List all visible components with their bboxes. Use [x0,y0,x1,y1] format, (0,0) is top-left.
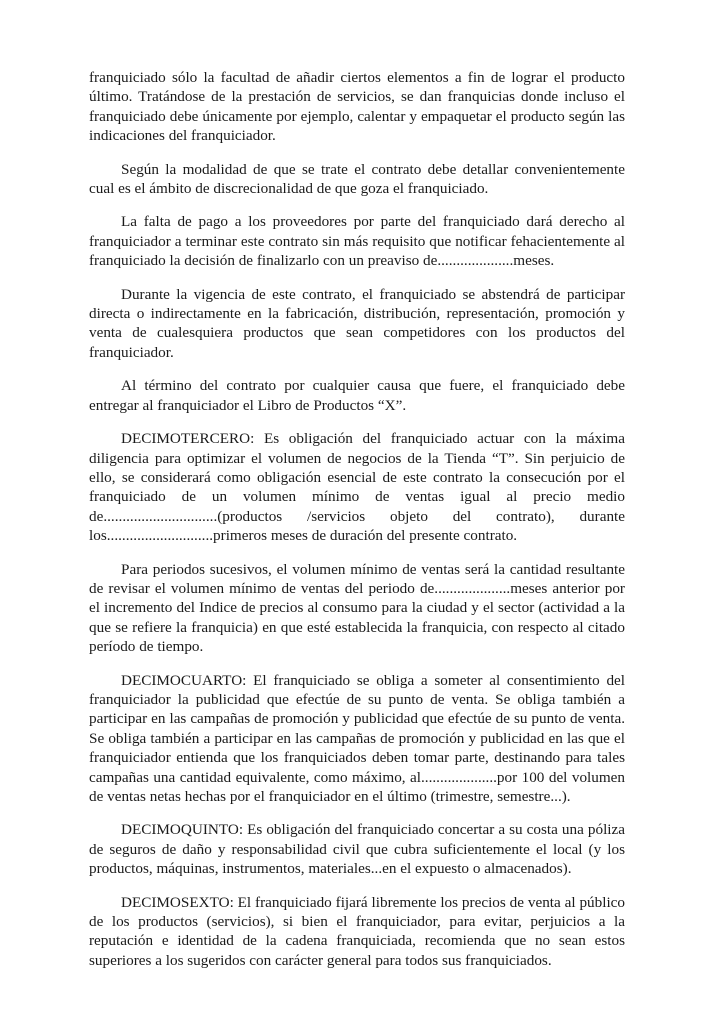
paragraph-4: Durante la vigencia de este contrato, el franquiciado se abstendrá de participar directa o indirectamente en la fabricación, distribución, representación, promoción y venta de cualesquiera productos que sean competidores con los productos del franquiciador. [89,285,625,361]
document-page [89,68,625,970]
paragraph-2: Según la modalidad de que se trate el contrato debe detallar convenientemente cual es el ámbito de discrecionalidad de que goza el franquiciado. [89,160,625,198]
paragraph-5: Al término del contrato por cualquier causa que fuere, el franquiciado debe entregar al franquiciador el Libro de Productos “X”. [89,377,625,414]
clause-decimoquinto: DECIMOQUINTO: Es obligación del franquiciado concertar a su costa una póliza de seguros de daño y responsabilidad civil que cubra suficientemente el local (y los productos, máquinas, instrumentos, materiales...en el expuesto o almacenados). [89,821,625,878]
clause-decimotercero: DECIMOTERCERO: Es obligación del franquiciado actuar con la máxima diligencia para optimizar el volumen de negocios de la Tienda “T”. Sin perjuicio de ello, se considerará como obligación esencial de este contrato la consecución por el franquiciado de un volumen mínimo de ventas igual al precio medio de..............................(productos /servicios objeto del contrato), durante los............................primeros meses de duración del presente contrato. [89,430,625,545]
paragraph-7: Para periodos sucesivos, el volumen mínimo de ventas será la cantidad resultante de revisar el volumen mínimo de ventas del periodo de....................meses anterior por el incremento del Indice de precios al consumo para la ciudad y el sector (actividad a la que se refiere la franquicia) en que esté establecida la franquicia, con respecto al citado período de tiempo. [89,560,625,656]
paragraph-1: franquiciado sólo la facultad de añadir ciertos elementos a fin de lograr el producto último. Tratándose de la prestación de servicios, se dan franquicias donde incluso el franquiciado debe únicamente por ejemplo, calentar y empaquetar el producto según las indicaciones del franquiciador. [89,69,625,145]
paragraph-3: La falta de pago a los proveedores por parte del franquiciado dará derecho al franquiciador a terminar este contrato sin más requisito que notificar fehacientemente al franquiciado la decisión de finalizarlo con un preaviso de....................meses. [89,213,625,270]
clause-decimosexto: DECIMOSEXTO: El franquiciado fijará libremente los precios de venta al público de los productos (servicios), si bien el franquiciador, para evitar, perjuicios a la reputación e identidad de la cadena franquiciada, recomienda que no sean estos superiores a los sugeridos con carácter general para todos sus franquiciados. [89,893,625,969]
clause-decimocuarto: DECIMOCUARTO: El franquiciado se obliga a someter al consentimiento del franquiciador la publicidad que efectúe de su punto de venta. Se obliga también a participar en las campañas de promoción y publicidad que efectúe de su punto de venta. Se obliga también a participar en las campañas de promoción y publicidad en las que el franquiciador entienda que los franquiciados deben tomar parte, destinando para tales campañas una cantidad equivalente, como máximo, al....................por 100 del volumen de ventas netas hechas por el franquiciador en el último (trimestre, semestre...). [89,671,625,805]
